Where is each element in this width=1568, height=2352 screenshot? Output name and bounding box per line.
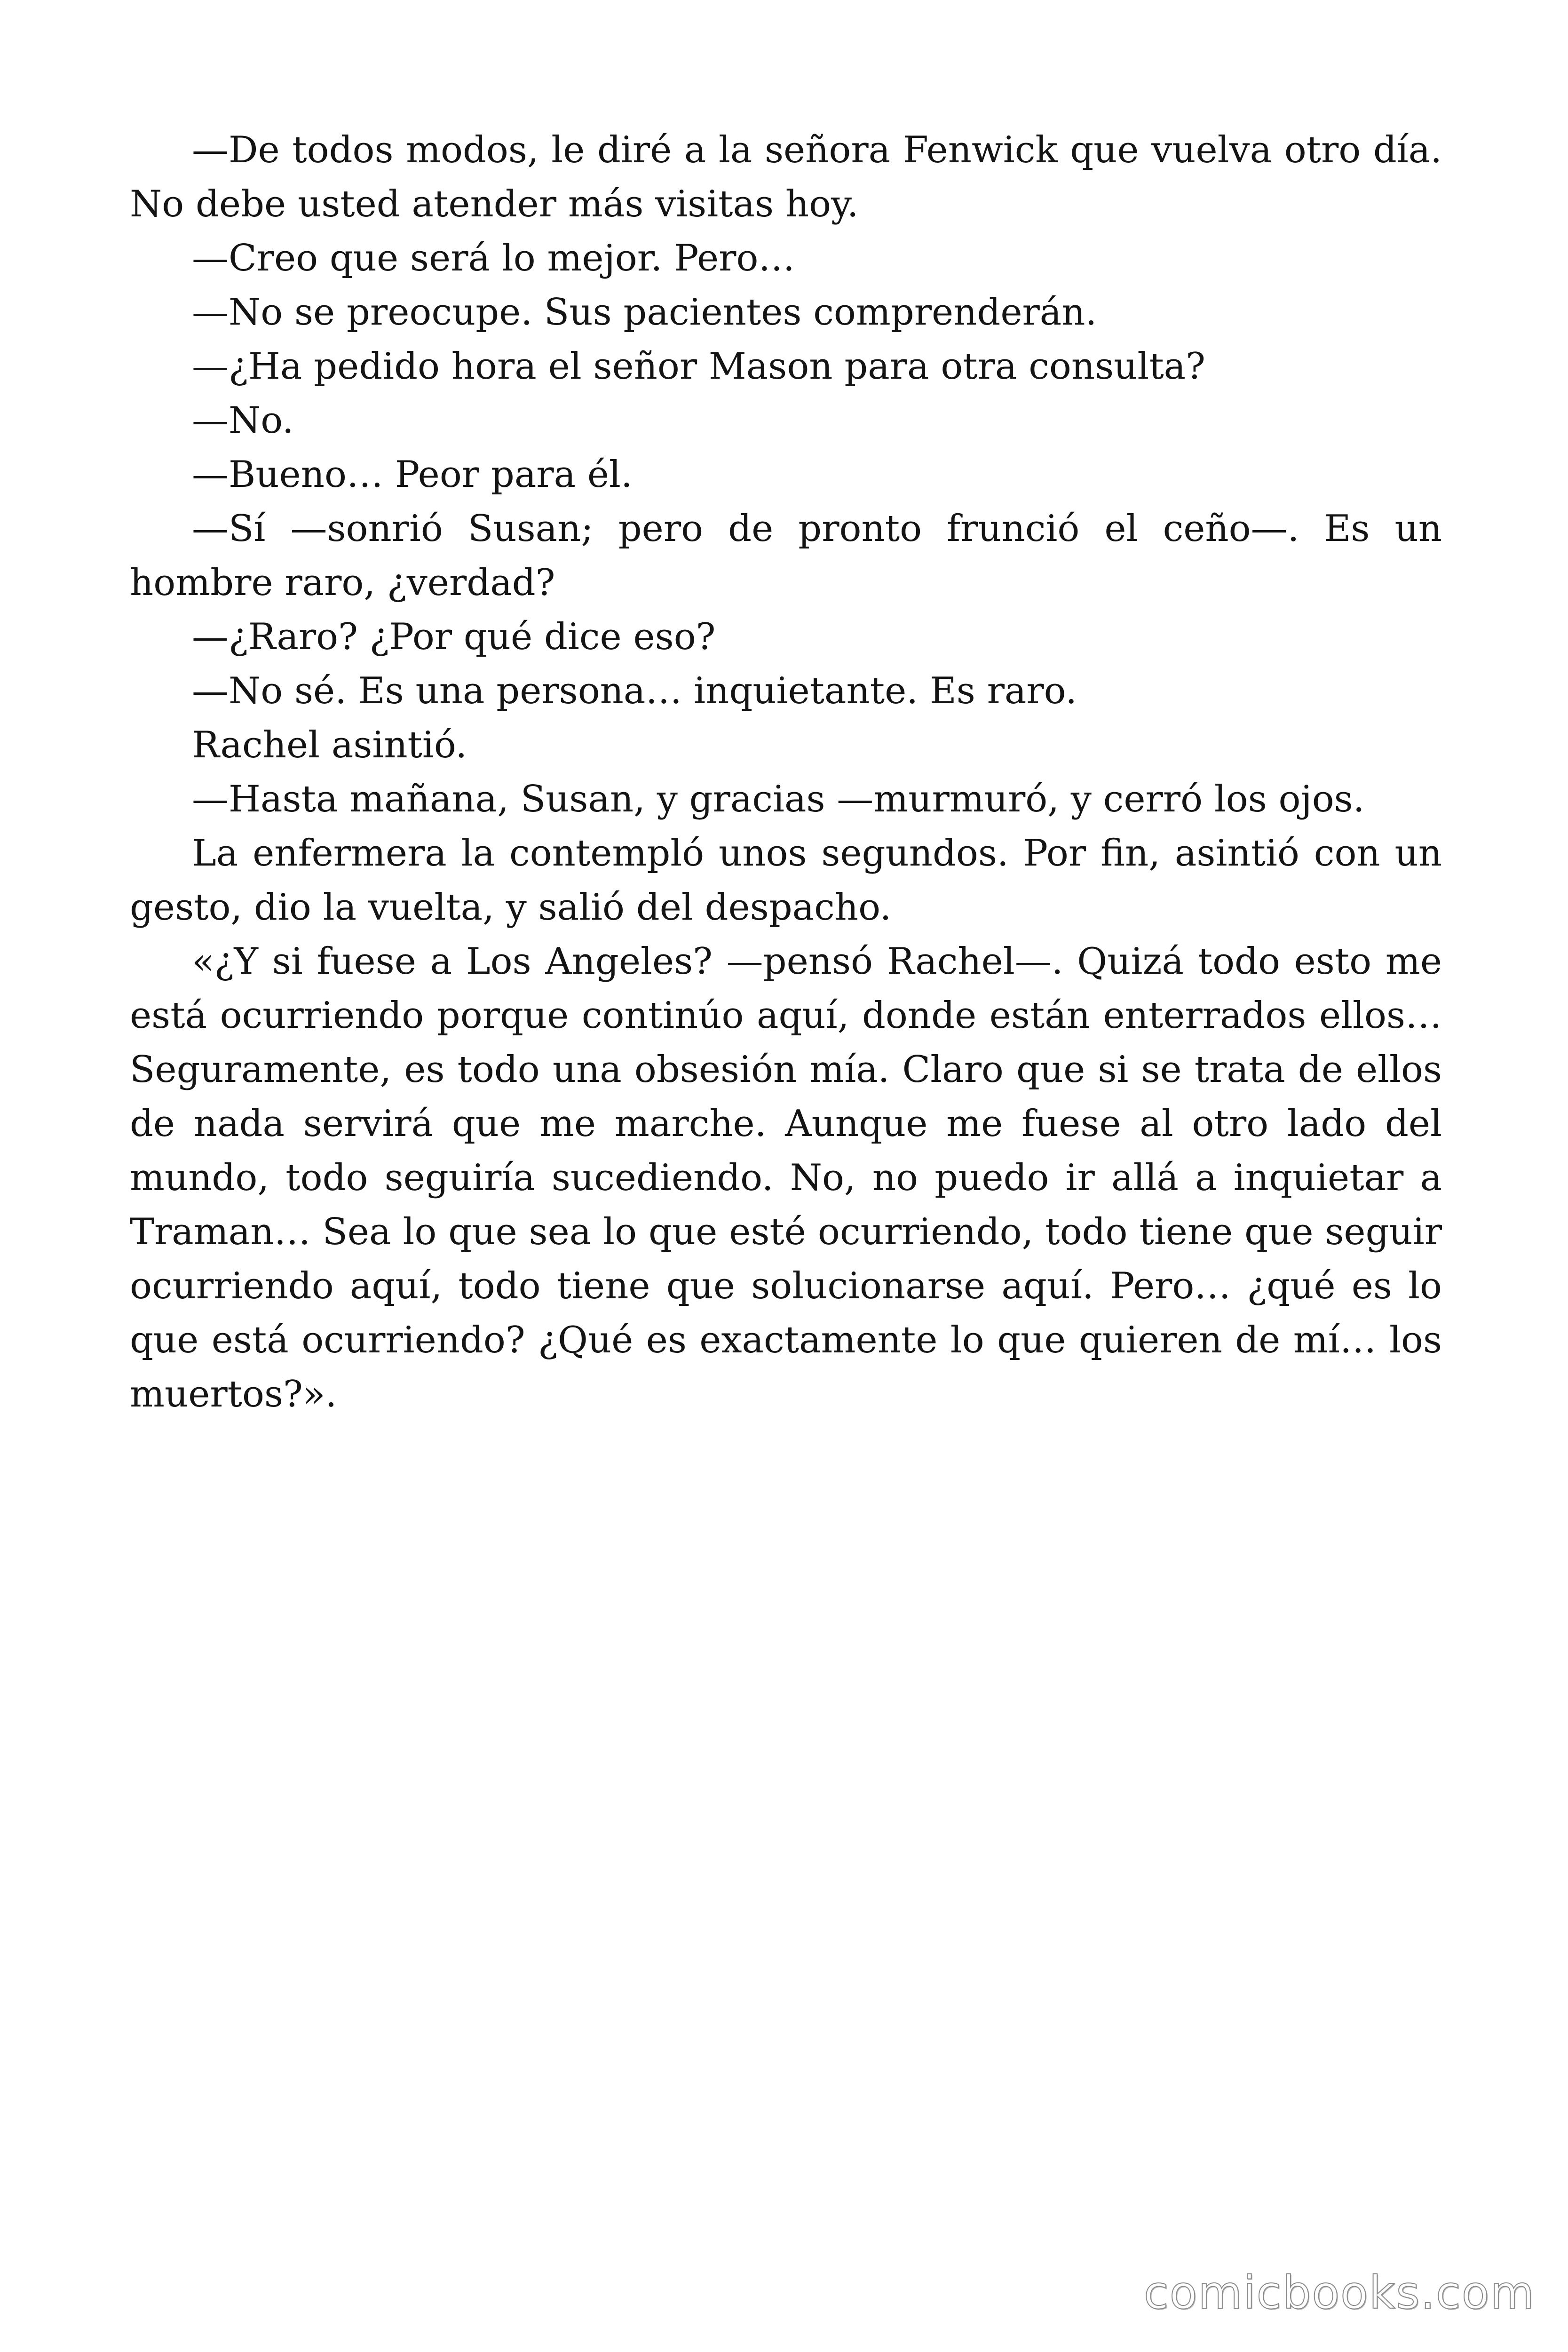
- paragraph: —No se preocupe. Sus pacientes comprenderán.: [192, 291, 1097, 334]
- paragraph: —De todos modos, le diré a la señora Fenwick que vuelva otro día. No debe usted atender más visitas hoy.: [130, 129, 1442, 225]
- paragraph: —Hasta mañana, Susan, y gracias —murmuró, y cerró los ojos.: [192, 778, 1365, 820]
- paragraph: «¿Y si fuese a Los Angeles? —pensó Rachel—. Quizá todo esto me está ocurriendo porque continúo aquí, donde están enterrados ellos… Seguramente, es todo una obsesión mía. Claro que si se trata de ellos de nada servirá que me marche. Aunque me fuese al otro lado del mundo, todo seguiría sucediendo. No, no puedo ir allá a inquietar a Traman… Sea lo que sea lo que esté ocurriendo, todo tiene que seguir ocurriendo aquí, todo tiene que solucionarse aquí. Pero… ¿qué es lo que está ocurriendo? ¿Qué es exactamente lo que quieren de mí… los muertos?».: [130, 940, 1442, 1415]
- paragraph: La enfermera la contempló unos segundos. Por fin, asintió con un gesto, dio la vuelta, y salió del despacho.: [130, 832, 1442, 929]
- paragraph: —Sí —sonrió Susan; pero de pronto frunció el ceño—. Es un hombre raro, ¿verdad?: [130, 508, 1442, 604]
- watermark: comicbooks.com: [1143, 2266, 1535, 2319]
- paragraph: —Creo que será lo mejor. Pero…: [192, 237, 795, 279]
- paragraph: —No.: [192, 399, 294, 442]
- paragraph: —¿Ha pedido hora el señor Mason para otra consulta?: [192, 345, 1205, 388]
- page-text-body: [130, 123, 1442, 1422]
- paragraph: —Bueno… Peor para él.: [192, 453, 633, 496]
- paragraph: Rachel asintió.: [192, 724, 467, 766]
- paragraph: —No sé. Es una persona… inquietante. Es raro.: [192, 670, 1077, 712]
- paragraph: —¿Raro? ¿Por qué dice eso?: [192, 616, 716, 658]
